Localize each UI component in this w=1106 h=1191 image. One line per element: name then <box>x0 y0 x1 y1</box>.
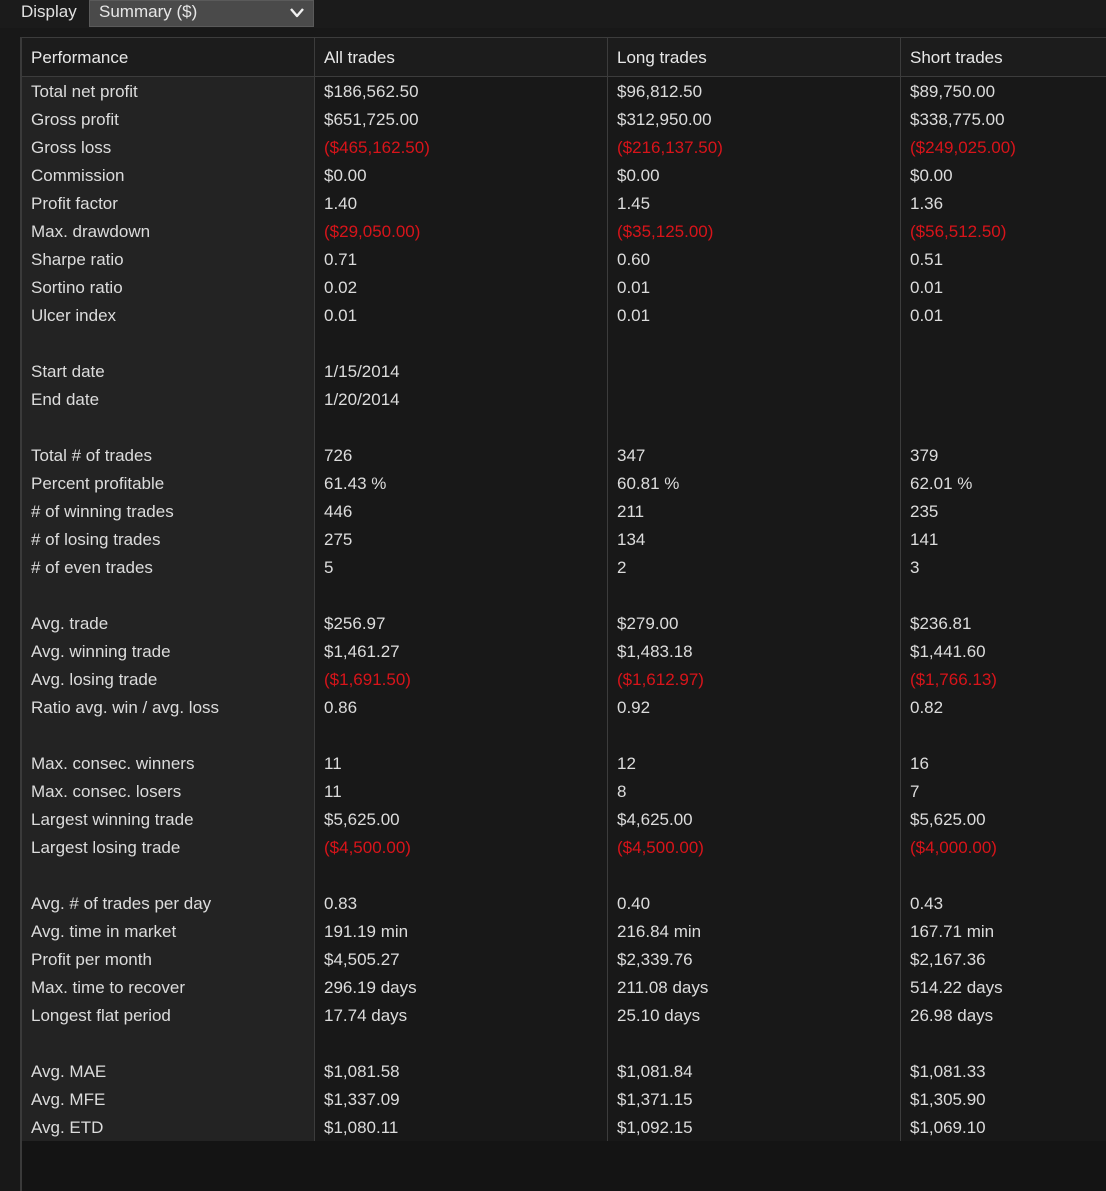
table-row <box>22 694 1106 722</box>
cell-value: 0.02 <box>324 278 358 297</box>
table-row <box>22 1002 1106 1030</box>
cell-value: $0.00 <box>910 166 953 185</box>
cell-value: $1,305.90 <box>910 1090 986 1109</box>
column-header-all-trades[interactable]: All trades <box>324 48 395 67</box>
row-label: Gross loss <box>31 138 112 157</box>
table-row <box>22 190 1106 218</box>
table-row <box>22 302 1106 330</box>
cell-value: 25.10 days <box>617 1006 701 1025</box>
cell-value: 167.71 min <box>910 922 995 941</box>
cell-value: 17.74 days <box>324 1006 408 1025</box>
cell-value: 0.86 <box>324 698 358 717</box>
table-row-spacer <box>22 722 1106 750</box>
row-label: Sortino ratio <box>31 278 123 297</box>
display-dropdown[interactable] <box>89 0 314 27</box>
row-label: Commission <box>31 166 125 185</box>
table-row <box>22 638 1106 666</box>
row-label: Avg. MFE <box>31 1090 106 1109</box>
cell-value: ($1,766.13) <box>910 670 997 689</box>
cell-value: 1/15/2014 <box>324 362 400 381</box>
cell-value: ($4,500.00) <box>324 838 411 857</box>
column-header-short-trades[interactable]: Short trades <box>910 48 1003 67</box>
table-row <box>22 78 1106 106</box>
cell-value: $236.81 <box>910 614 972 633</box>
cell-value: $1,081.84 <box>617 1062 693 1081</box>
cell-value: $1,081.58 <box>324 1062 400 1081</box>
table-row <box>22 470 1106 498</box>
row-label: Avg. # of trades per day <box>31 894 212 913</box>
cell-value: 62.01 % <box>910 474 973 493</box>
cell-value: 0.60 <box>617 250 651 269</box>
row-label: Profit factor <box>31 194 118 213</box>
table-row <box>22 778 1106 806</box>
row-label: # of losing trades <box>31 530 161 549</box>
row-label: Profit per month <box>31 950 152 969</box>
table-row <box>22 554 1106 582</box>
cell-value: 61.43 % <box>324 474 387 493</box>
table-header <box>22 37 1106 77</box>
row-label: Avg. time in market <box>31 922 177 941</box>
table-row <box>22 386 1106 414</box>
cell-value: $651,725.00 <box>324 110 419 129</box>
cell-value: ($29,050.00) <box>324 222 421 241</box>
cell-value: 235 <box>910 502 939 521</box>
cell-value: 0.01 <box>617 306 651 325</box>
cell-value: $2,167.36 <box>910 950 986 969</box>
row-label: Longest flat period <box>31 1006 171 1025</box>
cell-value: $279.00 <box>617 614 679 633</box>
table-row <box>22 750 1106 778</box>
cell-value: 16 <box>910 754 929 773</box>
cell-value: ($4,500.00) <box>617 838 704 857</box>
table-row <box>22 1058 1106 1086</box>
cell-value: ($216,137.50) <box>617 138 723 157</box>
cell-value: $1,092.15 <box>617 1118 693 1137</box>
cell-value: $338,775.00 <box>910 110 1005 129</box>
table-row-spacer <box>22 330 1106 358</box>
table-row <box>22 218 1106 246</box>
performance-table <box>22 37 1106 1191</box>
cell-value: $1,483.18 <box>617 642 693 661</box>
table-row-spacer <box>22 582 1106 610</box>
cell-value: 0.01 <box>910 278 944 297</box>
cell-value: 514.22 days <box>910 978 1003 997</box>
row-label: Total net profit <box>31 82 138 101</box>
row-label: Avg. losing trade <box>31 670 158 689</box>
cell-value: 0.51 <box>910 250 944 269</box>
row-label: Avg. MAE <box>31 1062 107 1081</box>
table-row-spacer <box>22 862 1106 890</box>
row-label: Largest winning trade <box>31 810 194 829</box>
cell-value: 296.19 days <box>324 978 417 997</box>
cell-value: $1,371.15 <box>617 1090 693 1109</box>
table-row <box>22 442 1106 470</box>
row-label: Ratio avg. win / avg. loss <box>31 698 220 717</box>
table-row <box>22 274 1106 302</box>
cell-value: $5,625.00 <box>910 810 986 829</box>
cell-value: $2,339.76 <box>617 950 693 969</box>
row-label: Max. time to recover <box>31 978 185 997</box>
cell-value: 379 <box>910 446 939 465</box>
row-label: Start date <box>31 362 105 381</box>
table-row <box>22 134 1106 162</box>
table-row <box>22 806 1106 834</box>
cell-value: 1/20/2014 <box>324 390 400 409</box>
chevron-down-icon <box>290 7 304 19</box>
cell-value: 0.01 <box>617 278 651 297</box>
table-row <box>22 890 1106 918</box>
row-label: Max. drawdown <box>31 222 151 241</box>
cell-value: $1,069.10 <box>910 1118 986 1137</box>
cell-value: 60.81 % <box>617 474 680 493</box>
cell-value: 211.08 days <box>617 978 709 997</box>
cell-value: ($1,691.50) <box>324 670 411 689</box>
row-label: End date <box>31 390 100 409</box>
table-row <box>22 526 1106 554</box>
table-row-spacer <box>22 1030 1106 1058</box>
cell-value: 216.84 min <box>617 922 702 941</box>
cell-value: 3 <box>910 558 920 577</box>
cell-value: 191.19 min <box>324 922 409 941</box>
cell-value: 726 <box>324 446 353 465</box>
toolbar <box>0 0 1106 28</box>
table-row <box>22 610 1106 638</box>
table-row <box>22 974 1106 1002</box>
cell-value: 8 <box>617 782 627 801</box>
cell-value: 12 <box>617 754 636 773</box>
row-label: Avg. winning trade <box>31 642 171 661</box>
cell-value: $4,505.27 <box>324 950 400 969</box>
cell-value: 7 <box>910 782 920 801</box>
cell-value: $89,750.00 <box>910 82 996 101</box>
row-label: Total # of trades <box>31 446 152 465</box>
cell-value: $256.97 <box>324 614 386 633</box>
table-row <box>22 1086 1106 1114</box>
display-label: Display <box>21 2 77 21</box>
table-row <box>22 106 1106 134</box>
cell-value: 1.40 <box>324 194 358 213</box>
cell-value: 134 <box>617 530 646 549</box>
table-row <box>22 918 1106 946</box>
cell-value: 1.36 <box>910 194 944 213</box>
row-label: Max. consec. losers <box>31 782 182 801</box>
column-header-long-trades[interactable]: Long trades <box>617 48 707 67</box>
row-label: Avg. trade <box>31 614 109 633</box>
cell-value: ($35,125.00) <box>617 222 714 241</box>
cell-value: $186,562.50 <box>324 82 419 101</box>
cell-value: 275 <box>324 530 353 549</box>
cell-value: 0.43 <box>910 894 944 913</box>
row-label: Max. consec. winners <box>31 754 195 773</box>
cell-value: 347 <box>617 446 646 465</box>
cell-value: 1.45 <box>617 194 651 213</box>
column-header-performance[interactable]: Performance <box>31 48 129 67</box>
cell-value: 0.40 <box>617 894 651 913</box>
cell-value: $1,441.60 <box>910 642 986 661</box>
cell-value: 0.83 <box>324 894 358 913</box>
cell-value: $1,080.11 <box>324 1118 399 1137</box>
table-row <box>22 498 1106 526</box>
table-row <box>22 946 1106 974</box>
cell-value: ($465,162.50) <box>324 138 430 157</box>
table-row <box>22 1114 1106 1142</box>
cell-value: 26.98 days <box>910 1006 994 1025</box>
cell-value: 0.01 <box>324 306 358 325</box>
cell-value: ($4,000.00) <box>910 838 997 857</box>
cell-value: ($249,025.00) <box>910 138 1016 157</box>
table-row-spacer <box>22 414 1106 442</box>
cell-value: $96,812.50 <box>617 82 703 101</box>
display-dropdown-value: Summary ($) <box>99 2 198 21</box>
table-row <box>22 666 1106 694</box>
table-row <box>22 358 1106 386</box>
row-label: # of even trades <box>31 558 153 577</box>
cell-value: 211 <box>617 502 645 521</box>
cell-value: $1,337.09 <box>324 1090 400 1109</box>
cell-value: ($1,612.97) <box>617 670 704 689</box>
cell-value: $0.00 <box>324 166 367 185</box>
cell-value: $1,081.33 <box>910 1062 986 1081</box>
cell-value: 0.01 <box>910 306 944 325</box>
table-row <box>22 834 1106 862</box>
row-label: Percent profitable <box>31 474 165 493</box>
row-label: Gross profit <box>31 110 119 129</box>
cell-value: 446 <box>324 502 353 521</box>
table-row <box>22 162 1106 190</box>
row-label: Sharpe ratio <box>31 250 124 269</box>
cell-value: 0.71 <box>324 250 358 269</box>
cell-value: 0.82 <box>910 698 944 717</box>
cell-value: 2 <box>617 558 627 577</box>
cell-value: $312,950.00 <box>617 110 712 129</box>
cell-value: 0.92 <box>617 698 651 717</box>
cell-value: $0.00 <box>617 166 660 185</box>
cell-value: 141 <box>910 530 939 549</box>
cell-value: $5,625.00 <box>324 810 400 829</box>
cell-value: ($56,512.50) <box>910 222 1007 241</box>
cell-value: $4,625.00 <box>617 810 693 829</box>
row-label: Avg. ETD <box>31 1118 104 1137</box>
row-label: Ulcer index <box>31 306 117 325</box>
cell-value: 11 <box>324 754 342 773</box>
table-row <box>22 246 1106 274</box>
cell-value: 11 <box>324 782 342 801</box>
row-label: # of winning trades <box>31 502 174 521</box>
row-label: Largest losing trade <box>31 838 181 857</box>
cell-value: 5 <box>324 558 334 577</box>
cell-value: $1,461.27 <box>324 642 400 661</box>
